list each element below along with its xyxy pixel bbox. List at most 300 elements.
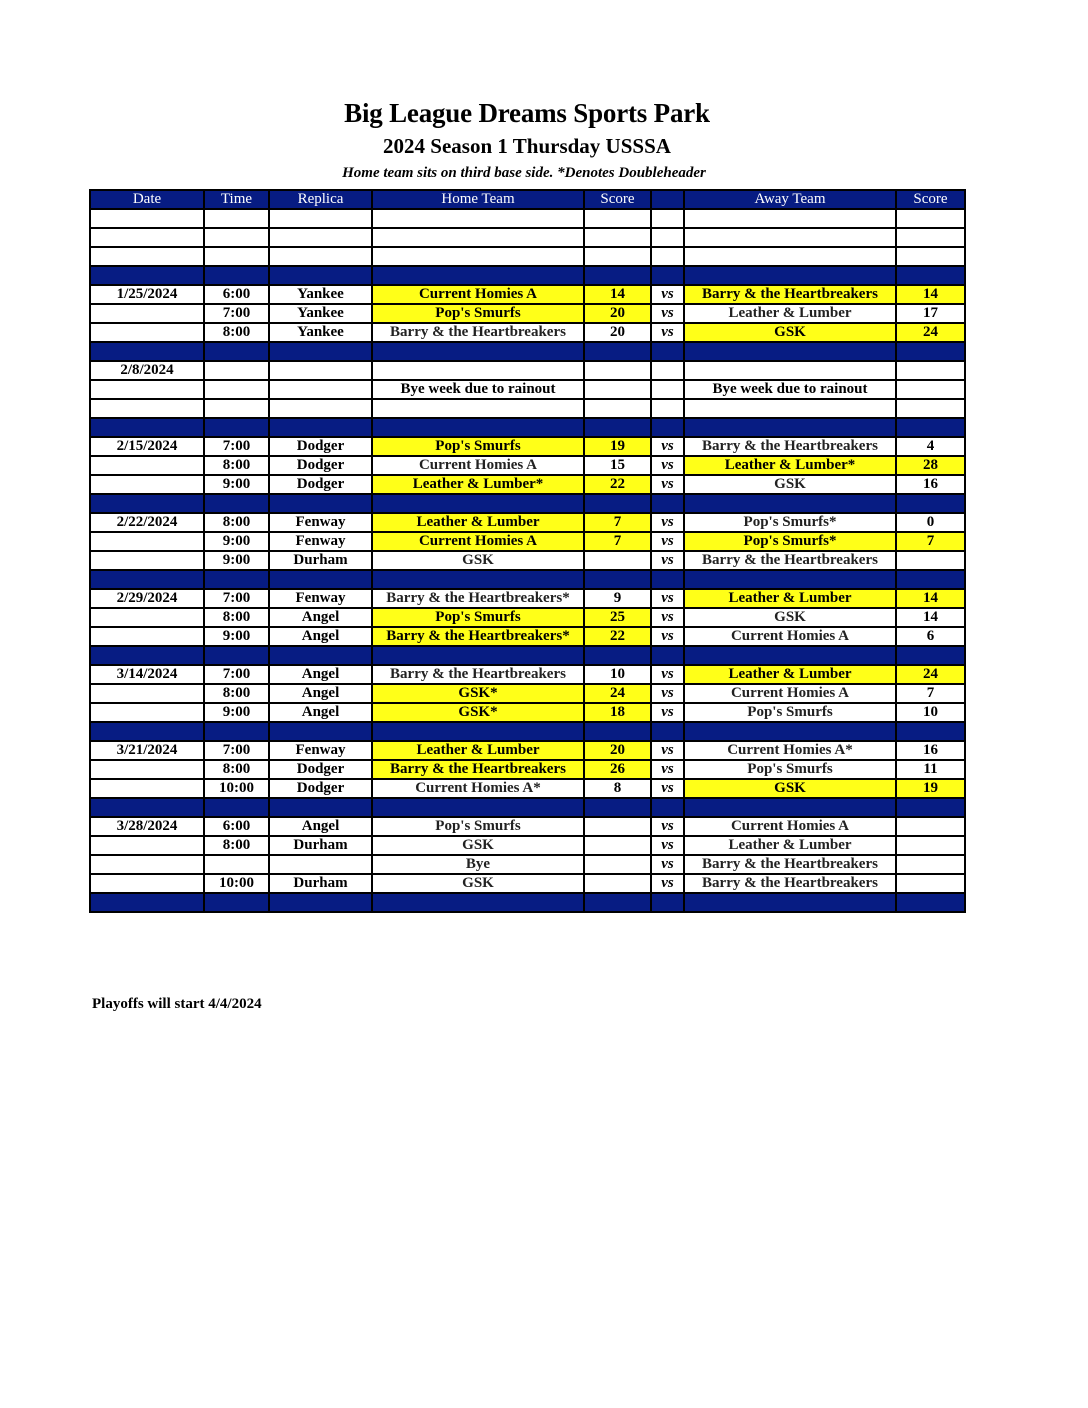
- empty-cell: [896, 247, 965, 266]
- home-score-cell: 22: [584, 627, 651, 646]
- separator-cell: [269, 342, 372, 361]
- away-team-cell: Leather & Lumber: [684, 836, 896, 855]
- home-team-cell: Barry & the Heartbreakers: [372, 323, 584, 342]
- replica-cell: Durham: [269, 551, 372, 570]
- time-cell: 7:00: [204, 741, 269, 760]
- separator-cell: [90, 646, 204, 665]
- separator-cell: [204, 570, 269, 589]
- separator-cell: [651, 266, 684, 285]
- home-score-cell: 18: [584, 703, 651, 722]
- game-row: [90, 855, 965, 874]
- empty-cell: [651, 399, 684, 418]
- vs-cell: vs: [651, 456, 684, 475]
- vs-cell: vs: [651, 323, 684, 342]
- date-cell: 3/21/2024: [90, 741, 204, 760]
- game-row: [90, 456, 965, 475]
- home-team-cell: GSK: [372, 836, 584, 855]
- separator-cell: [896, 494, 965, 513]
- empty-cell: [90, 399, 204, 418]
- home-team-cell: Barry & the Heartbreakers*: [372, 589, 584, 608]
- home-score-cell: 10: [584, 665, 651, 684]
- date-cell: [90, 627, 204, 646]
- game-row: [90, 304, 965, 323]
- time-cell: 9:00: [204, 475, 269, 494]
- away-score-cell: 7: [896, 532, 965, 551]
- separator-cell: [651, 342, 684, 361]
- separator-cell: [584, 494, 651, 513]
- empty-cell: [372, 399, 584, 418]
- date-cell: [90, 475, 204, 494]
- home-team-cell: Bye: [372, 855, 584, 874]
- away-score-cell: [896, 855, 965, 874]
- away-team-cell: GSK: [684, 608, 896, 627]
- playoffs-note: Playoffs will start 4/4/2024: [92, 996, 262, 1012]
- date-cell: 1/25/2024: [90, 285, 204, 304]
- game-row: [90, 627, 965, 646]
- separator-cell: [651, 798, 684, 817]
- game-row: [90, 323, 965, 342]
- replica-cell: Durham: [269, 836, 372, 855]
- game-row: [90, 760, 965, 779]
- away-team-cell: Pop's Smurfs*: [684, 532, 896, 551]
- game-row: [90, 551, 965, 570]
- away-team-cell: GSK: [684, 779, 896, 798]
- away-team-cell: Current Homies A: [684, 627, 896, 646]
- date-cell: [90, 456, 204, 475]
- away-team-cell: Leather & Lumber: [684, 304, 896, 323]
- separator-cell: [651, 893, 684, 912]
- away-score-cell: 14: [896, 589, 965, 608]
- separator-cell: [651, 646, 684, 665]
- separator-cell: [90, 570, 204, 589]
- game-row: [90, 380, 965, 399]
- date-cell: 3/28/2024: [90, 817, 204, 836]
- blank-row: [90, 247, 965, 266]
- home-score-cell: 19: [584, 437, 651, 456]
- col-header-date: Date: [90, 190, 204, 209]
- home-team-cell: Pop's Smurfs: [372, 304, 584, 323]
- replica-cell: Angel: [269, 627, 372, 646]
- separator-cell: [584, 893, 651, 912]
- away-score-cell: 16: [896, 475, 965, 494]
- game-row: [90, 703, 965, 722]
- home-score-cell: [584, 836, 651, 855]
- replica-cell: [269, 855, 372, 874]
- date-cell: 2/22/2024: [90, 513, 204, 532]
- date-cell: [90, 760, 204, 779]
- away-team-cell: Leather & Lumber*: [684, 456, 896, 475]
- away-score-cell: [896, 551, 965, 570]
- separator-cell: [372, 893, 584, 912]
- date-cell: [90, 551, 204, 570]
- home-team-cell: Barry & the Heartbreakers: [372, 665, 584, 684]
- vs-cell: vs: [651, 551, 684, 570]
- home-team-cell: GSK: [372, 551, 584, 570]
- away-score-cell: 0: [896, 513, 965, 532]
- date-cell: [90, 874, 204, 893]
- empty-cell: [584, 228, 651, 247]
- separator-cell: [584, 570, 651, 589]
- home-team-cell: Current Homies A: [372, 532, 584, 551]
- away-score-cell: [896, 380, 965, 399]
- time-cell: 7:00: [204, 589, 269, 608]
- separator-cell: [90, 722, 204, 741]
- home-score-cell: 7: [584, 513, 651, 532]
- home-score-cell: 9: [584, 589, 651, 608]
- separator-cell: [269, 798, 372, 817]
- replica-cell: Angel: [269, 703, 372, 722]
- empty-cell: [372, 247, 584, 266]
- date-cell: 2/8/2024: [90, 361, 204, 380]
- vs-cell: [651, 380, 684, 399]
- home-team-cell: [372, 361, 584, 380]
- separator-cell: [372, 646, 584, 665]
- empty-cell: [684, 399, 896, 418]
- away-team-cell: Pop's Smurfs: [684, 760, 896, 779]
- away-team-cell: [684, 361, 896, 380]
- vs-cell: vs: [651, 627, 684, 646]
- game-row: [90, 874, 965, 893]
- time-cell: 8:00: [204, 836, 269, 855]
- empty-cell: [684, 247, 896, 266]
- replica-cell: Durham: [269, 874, 372, 893]
- empty-cell: [584, 399, 651, 418]
- away-team-cell: Bye week due to rainout: [684, 380, 896, 399]
- separator-cell: [372, 266, 584, 285]
- time-cell: 10:00: [204, 874, 269, 893]
- separator-cell: [90, 266, 204, 285]
- col-header-vs: [651, 190, 684, 209]
- time-cell: [204, 361, 269, 380]
- empty-cell: [372, 209, 584, 228]
- empty-cell: [269, 209, 372, 228]
- away-score-cell: 4: [896, 437, 965, 456]
- home-score-cell: 20: [584, 323, 651, 342]
- away-team-cell: Current Homies A*: [684, 741, 896, 760]
- separator-cell: [90, 494, 204, 513]
- home-score-cell: 8: [584, 779, 651, 798]
- vs-cell: vs: [651, 475, 684, 494]
- replica-cell: Yankee: [269, 323, 372, 342]
- separator-cell: [651, 494, 684, 513]
- away-score-cell: [896, 361, 965, 380]
- separator-cell: [684, 570, 896, 589]
- week-separator-row: [90, 570, 965, 589]
- separator-cell: [204, 646, 269, 665]
- separator-cell: [584, 342, 651, 361]
- vs-cell: vs: [651, 608, 684, 627]
- home-score-cell: 26: [584, 760, 651, 779]
- empty-cell: [269, 247, 372, 266]
- separator-cell: [896, 418, 965, 437]
- separator-cell: [204, 342, 269, 361]
- home-score-cell: 20: [584, 741, 651, 760]
- time-cell: 9:00: [204, 532, 269, 551]
- home-team-cell: Barry & the Heartbreakers: [372, 760, 584, 779]
- replica-cell: Fenway: [269, 589, 372, 608]
- empty-cell: [651, 209, 684, 228]
- week-separator-row: [90, 266, 965, 285]
- empty-cell: [584, 247, 651, 266]
- away-team-cell: Pop's Smurfs: [684, 703, 896, 722]
- page-subtitle: 2024 Season 1 Thursday USSSA: [383, 134, 671, 158]
- replica-cell: [269, 361, 372, 380]
- time-cell: 10:00: [204, 779, 269, 798]
- header-row: [90, 190, 965, 209]
- away-score-cell: 19: [896, 779, 965, 798]
- separator-cell: [269, 494, 372, 513]
- separator-cell: [372, 722, 584, 741]
- empty-cell: [584, 209, 651, 228]
- time-cell: 7:00: [204, 304, 269, 323]
- away-team-cell: Barry & the Heartbreakers: [684, 285, 896, 304]
- game-row: [90, 741, 965, 760]
- away-score-cell: 10: [896, 703, 965, 722]
- separator-cell: [684, 798, 896, 817]
- replica-cell: Angel: [269, 665, 372, 684]
- empty-cell: [896, 209, 965, 228]
- home-score-cell: [584, 361, 651, 380]
- home-score-cell: 14: [584, 285, 651, 304]
- separator-cell: [584, 798, 651, 817]
- time-cell: 9:00: [204, 703, 269, 722]
- separator-cell: [204, 722, 269, 741]
- week-separator-row: [90, 418, 965, 437]
- page-title: Big League Dreams Sports Park: [344, 98, 710, 128]
- separator-cell: [651, 418, 684, 437]
- away-score-cell: [896, 836, 965, 855]
- replica-cell: [269, 380, 372, 399]
- empty-cell: [90, 247, 204, 266]
- away-team-cell: Barry & the Heartbreakers: [684, 551, 896, 570]
- replica-cell: Dodger: [269, 779, 372, 798]
- empty-cell: [896, 228, 965, 247]
- time-cell: 6:00: [204, 817, 269, 836]
- away-team-cell: GSK: [684, 323, 896, 342]
- blank-row: [90, 228, 965, 247]
- separator-cell: [204, 266, 269, 285]
- date-cell: [90, 380, 204, 399]
- schedule-table: [89, 189, 966, 913]
- col-header-replica: Replica: [269, 190, 372, 209]
- vs-cell: vs: [651, 684, 684, 703]
- game-row: [90, 836, 965, 855]
- away-score-cell: 6: [896, 627, 965, 646]
- away-score-cell: 28: [896, 456, 965, 475]
- empty-cell: [896, 399, 965, 418]
- time-cell: 8:00: [204, 760, 269, 779]
- separator-cell: [90, 418, 204, 437]
- separator-cell: [896, 266, 965, 285]
- away-score-cell: 24: [896, 665, 965, 684]
- separator-cell: [684, 418, 896, 437]
- blank-row: [90, 399, 965, 418]
- date-cell: 2/29/2024: [90, 589, 204, 608]
- date-cell: [90, 703, 204, 722]
- away-score-cell: [896, 874, 965, 893]
- separator-cell: [584, 266, 651, 285]
- vs-cell: vs: [651, 304, 684, 323]
- replica-cell: Dodger: [269, 456, 372, 475]
- away-score-cell: 14: [896, 285, 965, 304]
- separator-cell: [684, 494, 896, 513]
- vs-cell: vs: [651, 437, 684, 456]
- time-cell: 9:00: [204, 627, 269, 646]
- away-score-cell: 14: [896, 608, 965, 627]
- away-team-cell: Barry & the Heartbreakers: [684, 874, 896, 893]
- time-cell: 8:00: [204, 684, 269, 703]
- empty-cell: [372, 228, 584, 247]
- replica-cell: Angel: [269, 608, 372, 627]
- vs-cell: vs: [651, 532, 684, 551]
- date-cell: 2/15/2024: [90, 437, 204, 456]
- separator-cell: [90, 798, 204, 817]
- away-score-cell: [896, 817, 965, 836]
- home-score-cell: 22: [584, 475, 651, 494]
- week-separator-row: [90, 646, 965, 665]
- time-cell: 6:00: [204, 285, 269, 304]
- week-separator-row: [90, 798, 965, 817]
- vs-cell: vs: [651, 665, 684, 684]
- home-team-cell: Current Homies A*: [372, 779, 584, 798]
- home-score-cell: 7: [584, 532, 651, 551]
- away-score-cell: 11: [896, 760, 965, 779]
- time-cell: [204, 380, 269, 399]
- separator-cell: [90, 893, 204, 912]
- away-score-cell: 7: [896, 684, 965, 703]
- replica-cell: Fenway: [269, 741, 372, 760]
- home-team-cell: GSK*: [372, 703, 584, 722]
- empty-cell: [269, 228, 372, 247]
- replica-cell: Yankee: [269, 304, 372, 323]
- blank-row: [90, 209, 965, 228]
- away-team-cell: Current Homies A: [684, 817, 896, 836]
- home-score-cell: [584, 551, 651, 570]
- away-team-cell: Pop's Smurfs*: [684, 513, 896, 532]
- col-header-home-score: Score: [584, 190, 651, 209]
- separator-cell: [269, 418, 372, 437]
- separator-cell: [684, 893, 896, 912]
- time-cell: 8:00: [204, 608, 269, 627]
- date-cell: [90, 304, 204, 323]
- separator-cell: [372, 494, 584, 513]
- separator-cell: [372, 570, 584, 589]
- home-score-cell: 15: [584, 456, 651, 475]
- away-score-cell: 24: [896, 323, 965, 342]
- game-row: [90, 589, 965, 608]
- empty-cell: [651, 247, 684, 266]
- vs-cell: vs: [651, 817, 684, 836]
- separator-cell: [896, 646, 965, 665]
- separator-cell: [684, 342, 896, 361]
- separator-cell: [269, 646, 372, 665]
- home-score-cell: [584, 817, 651, 836]
- home-team-cell: GSK*: [372, 684, 584, 703]
- empty-cell: [204, 209, 269, 228]
- home-score-cell: [584, 380, 651, 399]
- home-score-cell: [584, 855, 651, 874]
- week-separator-row: [90, 494, 965, 513]
- separator-cell: [584, 646, 651, 665]
- separator-cell: [90, 342, 204, 361]
- separator-cell: [896, 798, 965, 817]
- col-header-away-team: Away Team: [684, 190, 896, 209]
- away-score-cell: 17: [896, 304, 965, 323]
- replica-cell: Fenway: [269, 532, 372, 551]
- game-row: [90, 532, 965, 551]
- away-team-cell: Leather & Lumber: [684, 665, 896, 684]
- home-score-cell: [584, 874, 651, 893]
- vs-cell: vs: [651, 874, 684, 893]
- date-cell: [90, 684, 204, 703]
- time-cell: 8:00: [204, 456, 269, 475]
- date-cell: [90, 855, 204, 874]
- separator-cell: [269, 722, 372, 741]
- separator-cell: [684, 266, 896, 285]
- col-header-time: Time: [204, 190, 269, 209]
- home-team-cell: GSK: [372, 874, 584, 893]
- vs-cell: vs: [651, 741, 684, 760]
- home-team-cell: Leather & Lumber*: [372, 475, 584, 494]
- replica-cell: Yankee: [269, 285, 372, 304]
- vs-cell: vs: [651, 836, 684, 855]
- replica-cell: Dodger: [269, 475, 372, 494]
- time-cell: 9:00: [204, 551, 269, 570]
- vs-cell: vs: [651, 703, 684, 722]
- game-row: [90, 684, 965, 703]
- away-score-cell: 16: [896, 741, 965, 760]
- vs-cell: vs: [651, 513, 684, 532]
- empty-cell: [204, 247, 269, 266]
- empty-cell: [684, 228, 896, 247]
- separator-cell: [269, 266, 372, 285]
- empty-cell: [651, 228, 684, 247]
- vs-cell: vs: [651, 589, 684, 608]
- separator-cell: [896, 722, 965, 741]
- game-row: [90, 665, 965, 684]
- away-team-cell: Leather & Lumber: [684, 589, 896, 608]
- game-row: [90, 817, 965, 836]
- vs-cell: vs: [651, 285, 684, 304]
- separator-cell: [651, 570, 684, 589]
- home-team-cell: Pop's Smurfs: [372, 817, 584, 836]
- vs-cell: [651, 361, 684, 380]
- empty-cell: [204, 399, 269, 418]
- replica-cell: Dodger: [269, 760, 372, 779]
- home-team-cell: Barry & the Heartbreakers*: [372, 627, 584, 646]
- game-row: [90, 513, 965, 532]
- schedule-body: [90, 209, 965, 912]
- col-header-home-team: Home Team: [372, 190, 584, 209]
- game-row: [90, 361, 965, 380]
- empty-cell: [684, 209, 896, 228]
- replica-cell: Dodger: [269, 437, 372, 456]
- separator-cell: [651, 722, 684, 741]
- separator-cell: [204, 418, 269, 437]
- game-row: [90, 475, 965, 494]
- home-score-cell: 24: [584, 684, 651, 703]
- replica-cell: Fenway: [269, 513, 372, 532]
- separator-cell: [269, 570, 372, 589]
- date-cell: [90, 836, 204, 855]
- vs-cell: vs: [651, 760, 684, 779]
- time-cell: 8:00: [204, 323, 269, 342]
- home-team-cell: Pop's Smurfs: [372, 608, 584, 627]
- separator-cell: [896, 893, 965, 912]
- home-team-cell: Leather & Lumber: [372, 741, 584, 760]
- date-cell: [90, 323, 204, 342]
- date-cell: [90, 608, 204, 627]
